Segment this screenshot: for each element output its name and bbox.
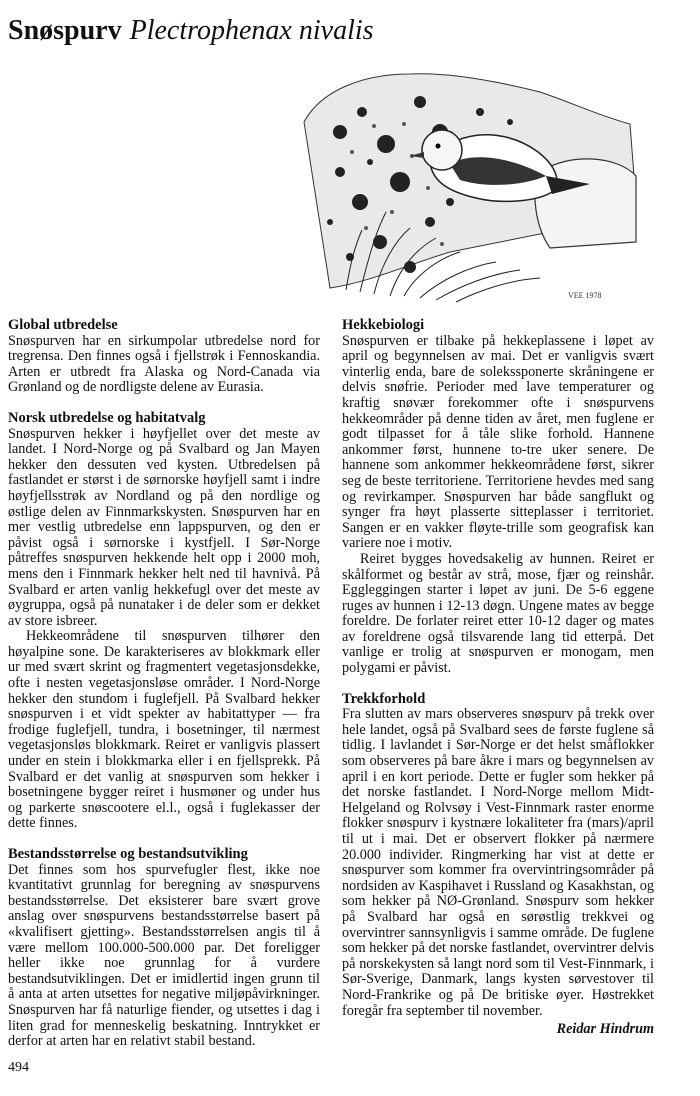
artist-signature: VEE 1978 (568, 291, 602, 300)
norsk-heading: Norsk utbredelse og habitatvalg (8, 409, 206, 426)
hekkebiologi-paragraph-1: Snøspurven er tilbake på hekkeplassene i løpet av april og begynnelsen av mai. Det er vanligvis svært vinterlig enda, bare de solekssponerte skråningene er delvis snøfrie. Perioder med lave temperaturer og kraftig snøvær forekommer ofte i snøspurvens hekkeområder på denne tiden av året, men fuglene er godt tilpasset for å tåle slike forhold. Hannene ankommer først, hunnene to-tre uker senere. De hannene som ankommer hekkeområdene først, sikrer seg de beste territoriene. Territoriene hevdes med sang og revirkamper. Snøspurven har både sangflukt og synger fra høyt plasserte sitteplasser i territoriet. Sangen er en vakker fløyte-trille som geografisk kan variere noe i motiv. (342, 332, 654, 552)
global-heading: Global utbredelse (8, 317, 118, 333)
species-common-name: Snøspurv (8, 15, 122, 46)
species-latin-name: Plectrophenax nivalis (129, 15, 374, 46)
page-number: 494 (8, 1060, 29, 1075)
right-column (342, 318, 654, 1038)
trekk-paragraph: Fra slutten av mars observeres snøspurv på trekk over hele landet, også på Svalbard sees de første fuglene så tidlig. I lavlandet i Sør-Norge er det helst småflokker som observeres på bare åkre i mars og begynnelsen av april i en kort periode. Dette er fugler som hekker på det norske fastlandet. I Nord-Norge mellom Midt-Helgeland og Rolvsøy i Vest-Finnmark raster enorme flokker snøspurv i kystnære lokaliteter fra (mars)/april til ut i mai. Det er observert flokker på nærmere 20.000 individer. Ringmerking har vist at dette er snøspurver som kommer fra overvintringsområder på nordsiden av Kaspihavet i Russland og Kasakhstan, og som hekker på NØ-Grønland. Snøspurv som hekker på Svalbard har også en sørøstlig trekkvei og overvintrer sannsynligvis i samme område. De fuglene som hekker på det norske fastlandet, overvintrer delvis på norskekysten så langt nord som til Vest-Finnmark, i Sør-Sverige, Danmark, langs kysten sørvestover til Nord-Frankrike og på De britiske øyer. Høstrekket foregår fra september til november. (342, 706, 654, 1019)
trekk-heading: Trekkforhold (342, 690, 426, 707)
left-column (8, 318, 320, 1050)
norsk-paragraph-2: Hekkeområdene til snøspurven tilhører den høyalpine sone. De karakteriseres av blokkmark eller ur med svært skrint og fragmentert vegetasjonsdekke, ofte i nesten vegetasjonsløse områder. I Nord-Norge hekker den stundom i fuglefjell. På Svalbard hekker snøspurven i et vidt spekter av habitattyper — fra frodige fuglefjell, tundra, i bosetninger, til nærmest vegetasjonsløs blokkmark. Reiret er vanligvis plassert under en stein i blokkmarka eller i en fjellsprekk. På Svalbard er det vanlig at snøspurven som hekker i bosetningene bygger reiret i husmøner og under hus og parkerte snøscootere el.l., også i fuglekasser der dette finnes. (8, 628, 320, 832)
bestand-paragraph: Det finnes som hos spurvefugler flest, ikke noe kvantitativt grunnlag for beregning av snøspurvens bestandsstørrelse. Det eksisterer bare svært grove anslag over snøspurvens bestandsstørrelse basert på «kvalifisert gjetting». Bestandsstørrelsen angis til å være mellom 100.000-500.000 par. Det foreligger heller ikke noe grunnlag for å vurdere bestandsutviklingen. Det er imidlertid ingen grunn til å anta at arten utsettes for negative miljøpåvirkninger. Snøspurven har få naturlige fiender, og utsettes i dag i liten grad for menneskelig beskatning. Inntrykket er derfor at arten har en relativt stabil bestand. (8, 861, 320, 1050)
bestand-heading: Bestandsstørrelse og bestandsutvikling (8, 846, 248, 862)
norsk-paragraph-1: Snøspurven hekker i høyfjellet over det meste av landet. I Nord-Norge og på Svalbard og Jan Mayen hekker den dessuten ved kysten. Utbredelsen på fastlandet er størst i de sørnorske høyfjell samt i indre høyfjellsstrøk av Nordland og på den nordlige og østlige delen av Finnmarkskysten. Snøspurven har en mer vestlig utbredelse enn lappspurven, og den er påvist også i sørnorske i kystfjell. I Sør-Norge påtreffes snøspurven hekkende helt opp i 2000 moh, mens den i Finnmark hekker helt ned til havnivå. På Svalbard er arten vanlig hekkefugl over det meste av øygruppa, også på nunataker i de deler som er dekket av store isbreer. (8, 425, 320, 629)
snow-bunting-illustration (300, 52, 640, 312)
page-title (8, 14, 374, 48)
global-paragraph: Snøspurven har en sirkumpolar utbredelse nord for tregrensa. Den finnes også i fjellstrøk i Fennoskandia. Arten er utbredt fra Alaska og Nord-Canada via Grønland og de nordligste delene av Eurasia. (8, 332, 320, 396)
hekkebiologi-heading: Hekkebiologi (342, 317, 425, 333)
hekkebiologi-paragraph-2: Reiret bygges hovedsakelig av hunnen. Reiret er skålformet og består av strå, mose, fjær og reinshår. Eggleggingen starter i løpet av juni. De 5-6 eggene ruges av hunnen i 12-13 døgn. Ungene mates av begge foreldre. De forlater reiret etter 10-12 dager og mates av foreldrene også tilsvarende lang tid etterpå. Det vanlige er trolig at snøspurven er monogam, men polygami er påvist. (342, 550, 654, 677)
author-signature: Reidar Hindrum (556, 1021, 654, 1038)
